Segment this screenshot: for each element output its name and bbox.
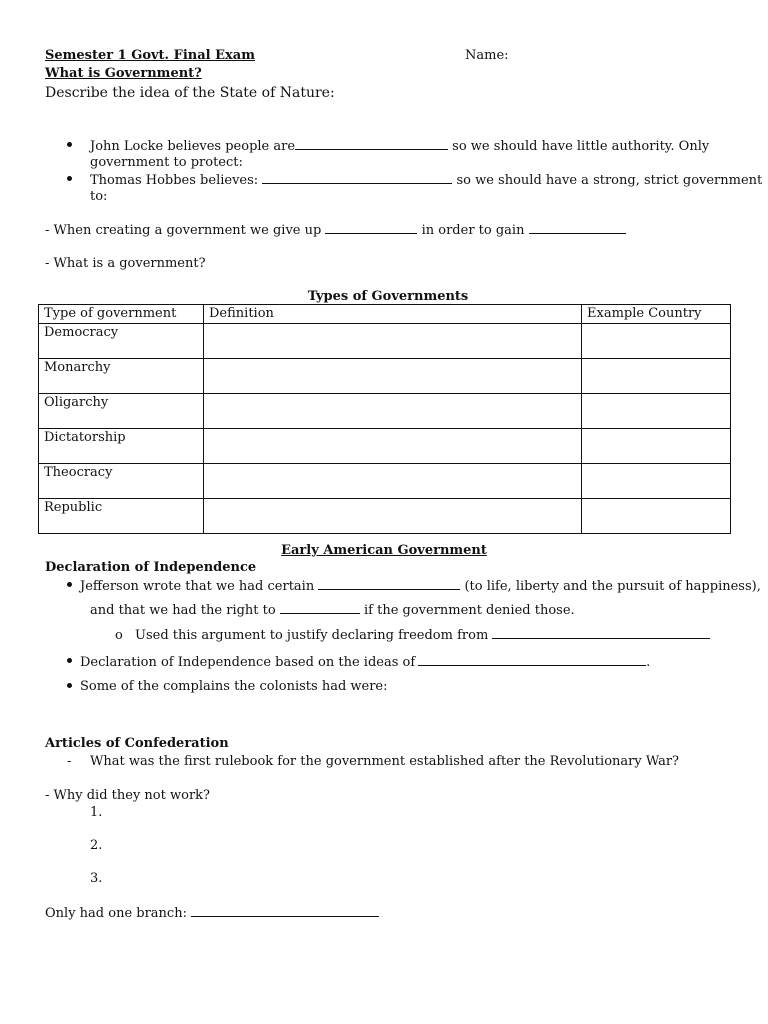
row-label: Monarchy	[39, 359, 204, 394]
give-up-text-1: - When creating a government we give up	[45, 223, 322, 238]
locke-text-3: government to protect:	[90, 155, 243, 170]
state-of-nature-prompt: Describe the idea of the State of Nature:	[45, 85, 335, 101]
hobbes-text-3: to:	[90, 189, 108, 204]
declaration-heading: Declaration of Independence	[45, 560, 257, 575]
definition-cell[interactable]	[204, 499, 582, 534]
row-label: Theocracy	[39, 464, 204, 499]
right-text-2: if the government denied those.	[364, 603, 575, 618]
example-cell[interactable]	[582, 359, 731, 394]
bullet-icon	[67, 683, 72, 688]
why-not-work-question: - Why did they not work?	[45, 788, 211, 803]
one-branch-blank[interactable]	[191, 905, 379, 917]
one-branch-text: Only had one branch:	[45, 906, 187, 921]
types-table-title: Types of Governments	[307, 289, 469, 304]
table-row	[39, 359, 731, 394]
ideas-question	[80, 654, 650, 671]
table-row	[39, 394, 731, 429]
ideas-text-1: Declaration of Independence based on the ideas of	[80, 655, 416, 670]
table-row	[39, 324, 731, 359]
example-cell[interactable]	[582, 464, 731, 499]
example-cell[interactable]	[582, 429, 731, 464]
bullet-icon	[67, 142, 72, 147]
right-question	[90, 602, 575, 619]
definition-cell[interactable]	[204, 359, 582, 394]
what-is-government-question: - What is a government?	[45, 256, 206, 271]
definition-cell[interactable]	[204, 429, 582, 464]
table-row	[39, 499, 731, 534]
hobbes-text-2: so we should have a strong, strict government	[456, 173, 763, 188]
definition-cell[interactable]	[204, 324, 582, 359]
early-american-title: Early American Government	[281, 543, 487, 558]
give-up-blank[interactable]	[325, 222, 417, 234]
example-cell[interactable]	[582, 394, 731, 429]
row-label: Oligarchy	[39, 394, 204, 429]
complaints-question: Some of the complains the colonists had were:	[80, 679, 388, 694]
bullet-icon	[67, 658, 72, 663]
row-label: Republic	[39, 499, 204, 534]
table-row	[39, 464, 731, 499]
types-of-government-table	[38, 304, 731, 534]
locke-question	[90, 138, 709, 155]
sub-bullet-icon: o	[115, 628, 123, 643]
gain-blank[interactable]	[529, 222, 626, 234]
give-up-question	[45, 222, 626, 239]
exam-title: Semester 1 Govt. Final Exam	[45, 48, 255, 63]
jefferson-blank[interactable]	[318, 578, 460, 590]
definition-cell[interactable]	[204, 464, 582, 499]
list-item: 1.	[90, 805, 103, 820]
row-label: Dictatorship	[39, 429, 204, 464]
one-branch-question	[45, 905, 379, 922]
col-header-type: Type of government	[39, 305, 204, 324]
list-item: 3.	[90, 871, 103, 886]
row-label: Democracy	[39, 324, 204, 359]
articles-heading: Articles of Confederation	[45, 736, 229, 751]
table-row	[39, 429, 731, 464]
bullet-icon	[67, 176, 72, 181]
ideas-blank[interactable]	[418, 654, 646, 666]
name-label: Name:	[465, 48, 509, 63]
first-rulebook-question: What was the first rulebook for the government established after the Revolutionary War?	[90, 754, 679, 769]
hobbes-question	[90, 172, 762, 189]
locke-text-2: so we should have little authority. Only	[452, 139, 710, 154]
articles-dash: -	[67, 754, 72, 769]
justify-blank[interactable]	[492, 627, 710, 639]
section-heading-what-is-government: What is Government?	[45, 66, 202, 81]
give-up-text-2: in order to gain	[421, 223, 525, 238]
hobbes-blank[interactable]	[262, 172, 452, 184]
col-header-definition: Definition	[204, 305, 582, 324]
locke-text-1: John Locke believes people are	[90, 139, 296, 154]
col-header-example: Example Country	[582, 305, 731, 324]
hobbes-text-1: Thomas Hobbes believes:	[90, 173, 259, 188]
example-cell[interactable]	[582, 324, 731, 359]
example-cell[interactable]	[582, 499, 731, 534]
table-header-row	[39, 305, 731, 324]
jefferson-question	[80, 578, 761, 595]
right-blank[interactable]	[280, 602, 360, 614]
list-item: 2.	[90, 838, 103, 853]
right-text-1: and that we had the right to	[90, 603, 276, 618]
definition-cell[interactable]	[204, 394, 582, 429]
locke-blank[interactable]	[295, 138, 448, 150]
justify-question	[115, 627, 710, 644]
ideas-text-2: .	[646, 655, 651, 670]
justify-text: Used this argument to justify declaring freedom from	[135, 628, 489, 643]
bullet-icon	[67, 582, 72, 587]
jefferson-text-1: Jefferson wrote that we had certain	[80, 579, 315, 594]
jefferson-text-2: (to life, liberty and the pursuit of happiness),	[464, 579, 761, 594]
